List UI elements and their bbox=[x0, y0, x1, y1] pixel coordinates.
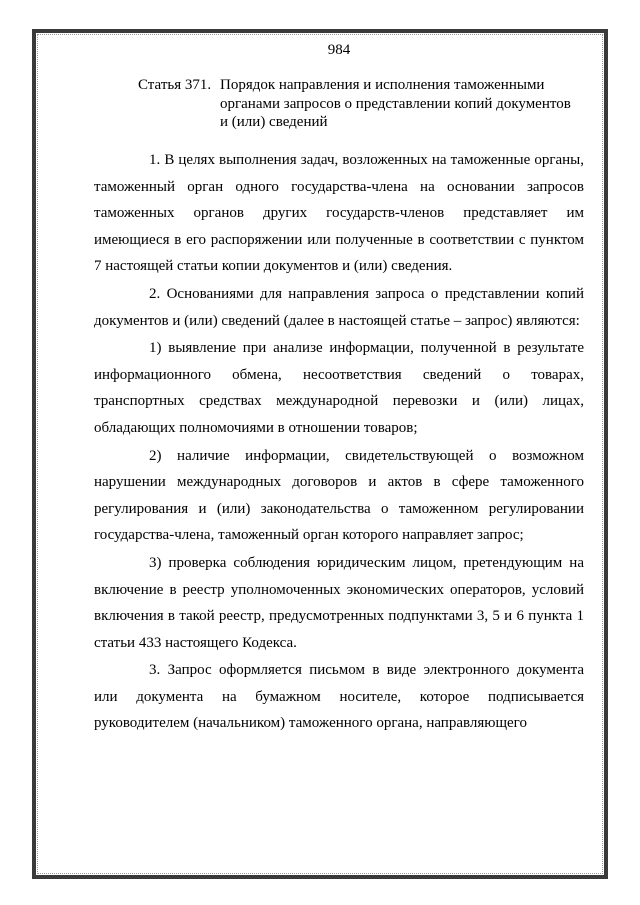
page-frame bbox=[32, 29, 608, 879]
article-body bbox=[94, 147, 584, 737]
paragraph-2: 2. Основаниями для направления запроса о представлении копий документов и (или) сведений (далее в настоящей статье – запрос) являются: bbox=[94, 285, 584, 329]
article-heading-line-1 bbox=[138, 76, 584, 95]
article-number: Статья 371. bbox=[138, 77, 212, 93]
article-heading bbox=[138, 76, 584, 132]
paragraph-1: 1. В целях выполнения задач, возложенных на таможенные органы, таможенный орган одного государства-члена на основании запросов таможенных органов других государств-членов представляет им имеющиеся в его распоряжении или полученные в соответствии с пунктом 7 настоящей статьи копии документов и (или) сведения. bbox=[94, 152, 584, 275]
paragraph-3: 3. Запрос оформляется письмом в виде электронного документа или документа на бумажном носителе, которое подписывается руководителем (начальником) таможенного органа, направляющего bbox=[94, 662, 584, 732]
paragraph-2-item-1: 1) выявление при анализе информации, полученной в результате информационного обмена, несоответствия сведений о товарах, транспортных средствах международной перевозки и (или) лицах, обладающих полномочиями в отношении товаров; bbox=[94, 340, 584, 436]
article-title-line-1: Порядок направления и исполнения таможенными bbox=[220, 77, 545, 93]
article-title-line-3: и (или) сведений bbox=[220, 114, 328, 130]
article-title-line-2: органами запросов о представлении копий документов bbox=[220, 95, 571, 112]
page-number: 984 bbox=[327, 42, 351, 58]
paragraph-2-item-2: 2) наличие информации, свидетельствующей о возможном нарушении международных договоров и актов в сфере таможенного регулирования и (или) законодательства о таможенном регулировании государства-члена, таможенный орган которого направляет запрос; bbox=[94, 447, 584, 544]
paragraph-2-item-3: 3) проверка соблюдения юридическим лицом, претендующим на включение в реестр уполномоченных экономических операторов, условий включения в такой реестр, предусмотренных подпунктами 3, 5 и 6 пункта 1 статьи 433 настоящего Кодекса. bbox=[94, 554, 584, 651]
